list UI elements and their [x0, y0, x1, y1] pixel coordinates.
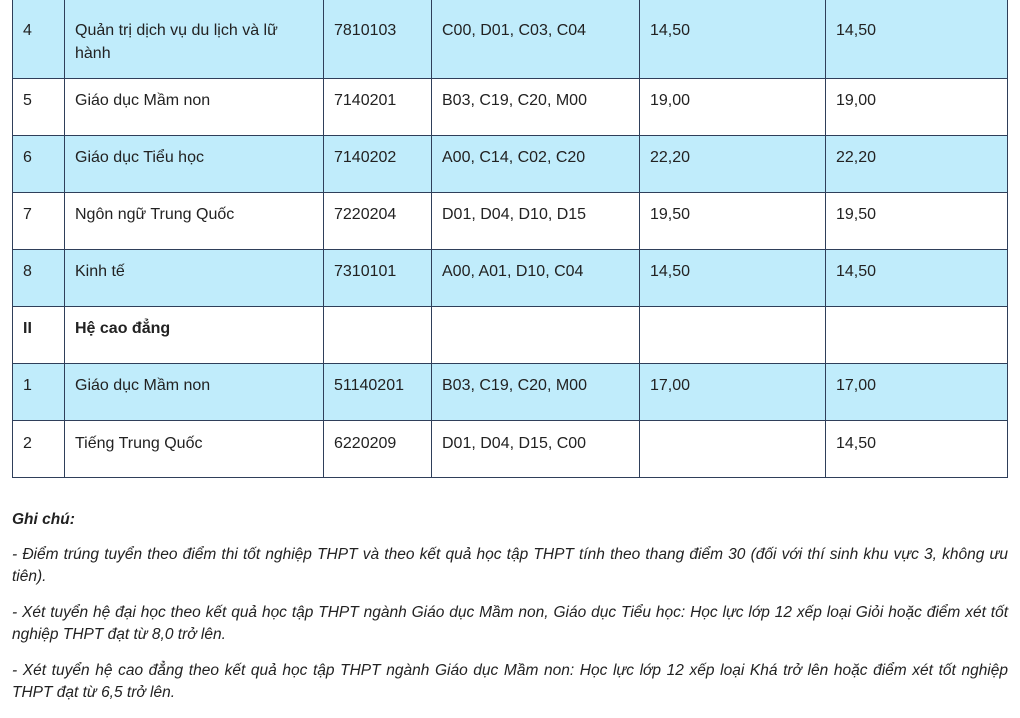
cell-stt: 1: [13, 364, 65, 421]
cell-score-1: 19,00: [640, 79, 826, 136]
cell-score-1: 17,00: [640, 364, 826, 421]
table-row: [13, 307, 1008, 364]
cell-score-1: 22,20: [640, 136, 826, 193]
cell-major-code: 6220209: [324, 421, 432, 478]
cell-stt: 7: [13, 193, 65, 250]
cell-score-2: [826, 307, 1008, 364]
cell-major-code: 7140202: [324, 136, 432, 193]
cell-major-name: Tiếng Trung Quốc: [65, 421, 324, 478]
table-body: [13, 0, 1008, 478]
cell-score-2: 19,50: [826, 193, 1008, 250]
cell-score-2: 17,00: [826, 364, 1008, 421]
cell-subject-combos: B03, C19, C20, M00: [432, 364, 640, 421]
admission-scores-table: [12, 0, 1008, 478]
table-row: [13, 193, 1008, 250]
cell-major-code: [324, 307, 432, 364]
table-row: [13, 136, 1008, 193]
cell-major-name: Hệ cao đẳng: [65, 307, 324, 364]
cell-major-name: Giáo dục Mầm non: [65, 79, 324, 136]
cell-score-2: 14,50: [826, 0, 1008, 79]
cell-major-code: 7810103: [324, 0, 432, 79]
cell-major-name: Giáo dục Tiểu học: [65, 136, 324, 193]
cell-major-name: Kinh tế: [65, 250, 324, 307]
notes-title: Ghi chú:: [12, 511, 75, 528]
cell-score-1: 19,50: [640, 193, 826, 250]
cell-major-code: 7310101: [324, 250, 432, 307]
note-item: - Điểm trúng tuyển theo điểm thi tốt nghiệp THPT và theo kết quả học tập THPT tính theo thang điểm 30 (đối với thí sinh khu vực 3, không ưu tiên).: [12, 546, 1008, 585]
cell-subject-combos: A00, A01, D10, C04: [432, 250, 640, 307]
cell-subject-combos: D01, D04, D15, C00: [432, 421, 640, 478]
cell-stt: II: [13, 307, 65, 364]
cell-major-name: Quản trị dịch vụ du lịch và lữ hành: [65, 0, 324, 79]
cell-subject-combos: C00, D01, C03, C04: [432, 0, 640, 79]
table-row: [13, 364, 1008, 421]
cell-score-2: 14,50: [826, 250, 1008, 307]
cell-stt: 4: [13, 0, 65, 79]
note-item: - Xét tuyển hệ cao đẳng theo kết quả học tập THPT ngành Giáo dục Mầm non: Học lực lớp 12 xếp loại Khá trở lên hoặc điểm xét tốt nghiệp THPT đạt từ 6,5 trở lên.: [12, 662, 1008, 701]
cell-stt: 2: [13, 421, 65, 478]
table-row: [13, 421, 1008, 478]
cell-score-2: 19,00: [826, 79, 1008, 136]
cell-stt: 6: [13, 136, 65, 193]
table-row: [13, 79, 1008, 136]
cell-score-1: 14,50: [640, 0, 826, 79]
cell-subject-combos: A00, C14, C02, C20: [432, 136, 640, 193]
cell-score-1: [640, 307, 826, 364]
cell-score-1: [640, 421, 826, 478]
notes-section: [12, 509, 1008, 718]
cell-major-code: 7140201: [324, 79, 432, 136]
cell-major-name: Ngôn ngữ Trung Quốc: [65, 193, 324, 250]
cell-major-name: Giáo dục Mầm non: [65, 364, 324, 421]
cell-score-1: 14,50: [640, 250, 826, 307]
cell-stt: 5: [13, 79, 65, 136]
cell-subject-combos: D01, D04, D10, D15: [432, 193, 640, 250]
table-row: [13, 0, 1008, 79]
cell-score-2: 14,50: [826, 421, 1008, 478]
cell-major-code: 51140201: [324, 364, 432, 421]
cell-subject-combos: [432, 307, 640, 364]
cell-stt: 8: [13, 250, 65, 307]
cell-major-code: 7220204: [324, 193, 432, 250]
table-row: [13, 250, 1008, 307]
note-item: - Xét tuyển hệ đại học theo kết quả học tập THPT ngành Giáo dục Mầm non, Giáo dục Tiểu học: Học lực lớp 12 xếp loại Giỏi hoặc điểm xét tốt nghiệp THPT đạt từ 8,0 trở lên.: [12, 604, 1008, 643]
cell-score-2: 22,20: [826, 136, 1008, 193]
cell-subject-combos: B03, C19, C20, M00: [432, 79, 640, 136]
